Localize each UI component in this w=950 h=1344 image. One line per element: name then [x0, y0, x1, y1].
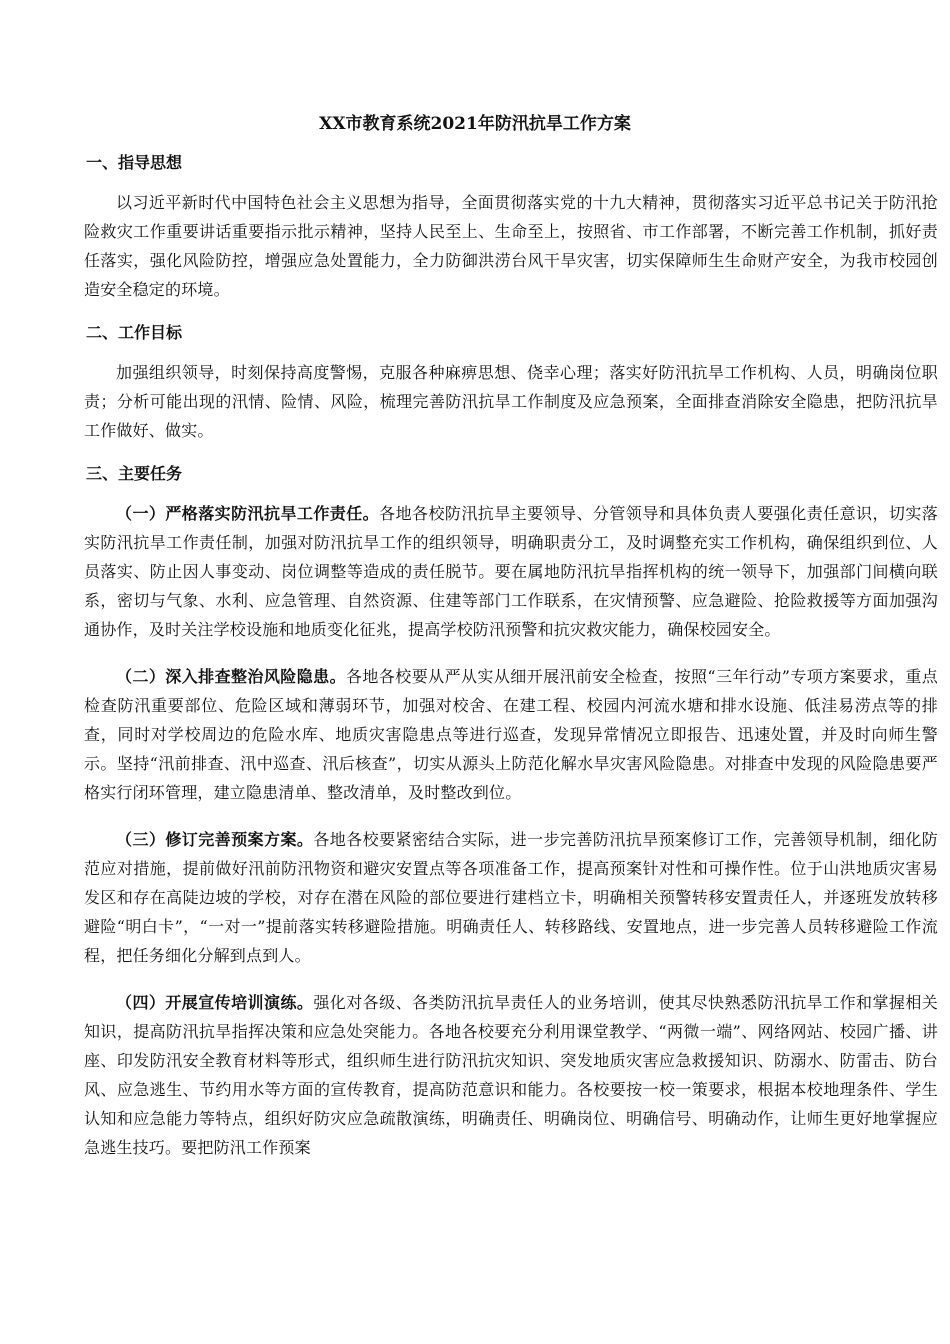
task-paragraph-training-drills: [84, 988, 938, 1162]
task-text-hazard-inspection: 各地各校要从严从实从细开展汛前安全检查，按照“三年行动”专项方案要求，重点检查防汛重要部位、危险区域和薄弱环节，加强对校舍、在建工程、校园内河流水塘和排水设施、低洼易涝点等的排查，同时对学校周边的危险水库、地质灾害隐患点等进行巡查，发现异常情况立即报告、迅速处置，并及时向师生警示。坚持“汛前排查、汛中巡查、汛后核查”，切实从源头上防范化解水旱灾害风险隐患。对排查中发现的风险隐患要严格实行闭环管理，建立隐患清单、整改清单，及时整改到位。: [84, 667, 938, 802]
task-text-contingency-plans: 各地各校要紧密结合实际，进一步完善防汛抗旱预案修订工作，完善领导机制，细化防范应对措施，提前做好汛前防汛物资和避灾安置点等各项准备工作，提高预案针对性和可操作性。位于山洪地质灾害易发区和存在高陡边坡的学校，对存在潜在风险的部位要进行建档立卡，明确相关预警转移安置责任人，并逐班发放转移避险“明白卡”，“一对一”提前落实转移避险措施。明确责任人、转移路线、安置地点，进一步完善人员转移避险工作流程，把任务细化分解到点到人。: [84, 830, 938, 965]
task-paragraph-responsibility: [84, 499, 938, 644]
section-paragraph-work-goals: 加强组织领导，时刻保持高度警惕，克服各种麻痹思想、侥幸心理；落实好防汛抗旱工作机构、人员，明确岗位职责；分析可能出现的汛情、险情、风险，梳理完善防汛抗旱工作制度及应急预案，全面排查消除安全隐患，把防汛抗旱工作做好、做实。: [84, 363, 938, 440]
task-lead-hazard-inspection: （二）深入排查整治风险隐患。: [116, 667, 346, 686]
task-text-training-drills: 强化对各级、各类防汛抗旱责任人的业务培训，使其尽快熟悉防汛抗旱工作和掌握相关知识，提高防汛抗旱指挥决策和应急处突能力。各地各校要充分利用课堂教学、“两微一端”、网络网站、校园广播、讲座、印发防汛安全教育材料等形式，组织师生进行防汛抗灾知识、突发地质灾害应急救援知识、防溺水、防雷击、防台风、应急逃生、节约用水等方面的宣传教育，提高防范意识和能力。各校要按一校一策要求，根据本校地理条件、学生认知和应急能力等特点，组织好防灾应急疏散演练，明确责任、明确岗位、明确信号、明确动作，让师生更好地掌握应急逃生技巧。要把防汛工作预案: [84, 993, 938, 1157]
task-text-responsibility: 各地各校防汛抗旱主要领导、分管领导和具体负责人要强化责任意识，切实落实防汛抗旱工作责任制，加强对防汛抗旱工作的组织领导，明确职责分工，及时调整充实工作机构，确保组织到位、人员落实、防止因人事变动、岗位调整等造成的责任脱节。要在属地防汛抗旱指挥机构的统一领导下，加强部门间横向联系，密切与气象、水利、应急管理、自然资源、住建等部门工作联系，在灾情预警、应急避险、抢险救援等方面加强沟通协作，及时关注学校设施和地质变化征兆，提高学校防汛预警和抗灾救灾能力，确保校园安全。: [84, 504, 938, 639]
section-paragraph-guiding-ideology: 以习近平新时代中国特色社会主义思想为指导，全面贯彻落实党的十九大精神，贯彻落实习近平总书记关于防汛抢险救灾工作重要讲话重要指示批示精神，坚持人民至上、生命至上，按照省、市工作部署，不断完善工作机制，抓好责任落实，强化风险防控，增强应急处置能力，全力防御洪涝台风干旱灾害，切实保障师生生命财产安全，为我市校园创造安全稳定的环境。: [84, 193, 938, 299]
task-lead-contingency-plans: （三）修订完善预案方案。: [116, 830, 314, 849]
task-lead-responsibility: （一）严格落实防汛抗旱工作责任。: [116, 504, 380, 523]
section-heading-work-goals: 二、工作目标: [86, 323, 183, 342]
section-heading-guiding-ideology: 一、指导思想: [86, 153, 183, 172]
task-paragraph-contingency-plans: [84, 825, 938, 970]
document-title: XX市教育系统2021年防汛抗旱工作方案: [319, 114, 631, 134]
task-paragraph-hazard-inspection: [84, 662, 938, 807]
task-lead-training-drills: （四）开展宣传培训演练。: [116, 993, 314, 1012]
section-heading-main-tasks: 三、主要任务: [86, 464, 183, 483]
document-body: [86, 150, 938, 1162]
